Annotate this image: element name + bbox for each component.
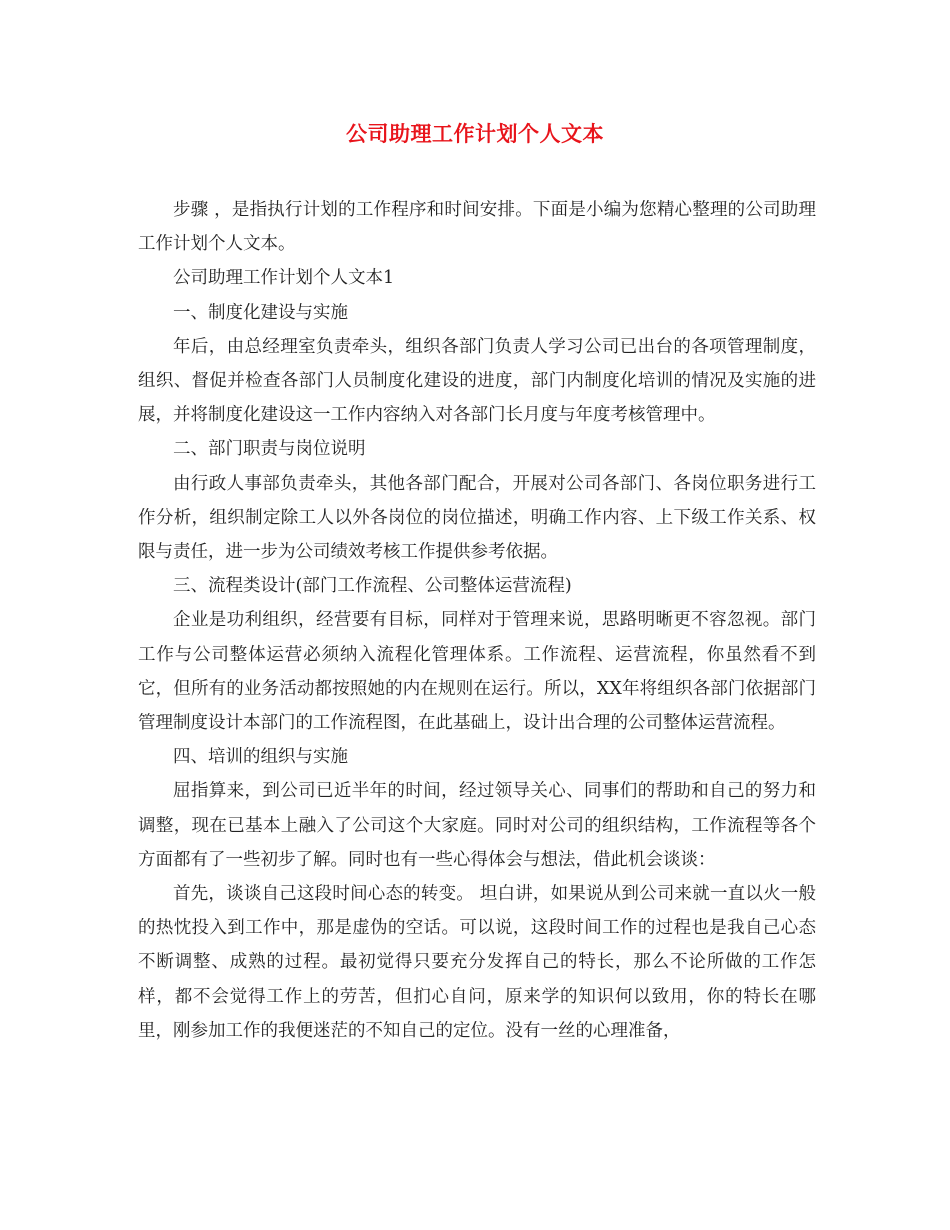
document-title: 公司助理工作计划个人文本 xyxy=(346,121,604,146)
intro-paragraph: 步骤 ，是指执行计划的工作程序和时间安排。下面是小编为您精心整理的公司助理工作计划个人文本。 xyxy=(138,200,816,255)
paragraph-1: 年后，由总经理室负责牵头，组织各部门负责人学习公司已出台的各项管理制度，组织、督促并检查各部门人员制度化建设的进度，部门内制度化培训的情况及实施的进展，并将制度化建设这一工作内容纳入对各部门长月度与年度考核管理中。 xyxy=(138,336,816,426)
section-heading-1: 一、制度化建设与实施 xyxy=(173,302,348,323)
document-body xyxy=(138,193,816,1048)
paragraph-5: 首先，谈谈自己这段时间心态的转变。 坦白讲，如果说从到公司来就一直以火一般的热忱投入到工作中，那是虚伪的空话。可以说，这段时间工作的过程也是我自己心态不断调整、成熟的过程。最初觉得只要充分发挥自己的特长，那么不论所做的工作怎样，都不会觉得工作上的劳苦，但扪心自问，原来学的知识何以致用，你的特长在哪里，刚参加工作的我便迷茫的不知自己的定位。没有一丝的心理准备， xyxy=(138,884,816,1041)
section-heading-4: 四、培训的组织与实施 xyxy=(173,747,348,768)
section-heading-3: 三、流程类设计(部门工作流程、公司整体运营流程) xyxy=(173,576,572,597)
section-heading-2: 二、部门职责与岗位说明 xyxy=(173,439,366,460)
paragraph-2: 由行政人事部负责牵头，其他各部门配合，开展对公司各部门、各岗位职务进行工作分析，组织制定除工人以外各岗位的岗位描述，明确工作内容、上下级工作关系、权限与责任，进一步为公司绩效考核工作提供参考依据。 xyxy=(138,473,816,563)
paragraph-3: 企业是功利组织，经营要有目标，同样对于管理来说，思路明晰更不容忽视。部门工作与公司整体运营必须纳入流程化管理体系。工作流程、运营流程，你虽然看不到它，但所有的业务活动都按照她的内在规则在运行。所以，XX年将组织各部门依据部门管理制度设计本部门的工作流程图，在此基础上，设计出合理的公司整体运营流程。 xyxy=(138,610,816,734)
paragraph-4: 屈指算来，到公司已近半年的时间，经过领导关心、同事们的帮助和自己的努力和调整，现在已基本上融入了公司这个大家庭。同时对公司的组织结构，工作流程等各个方面都有了一些初步了解。同时也有一些心得体会与想法，借此机会谈谈： xyxy=(138,781,816,870)
section-heading-text-1: 公司助理工作计划个人文本1 xyxy=(173,268,395,289)
